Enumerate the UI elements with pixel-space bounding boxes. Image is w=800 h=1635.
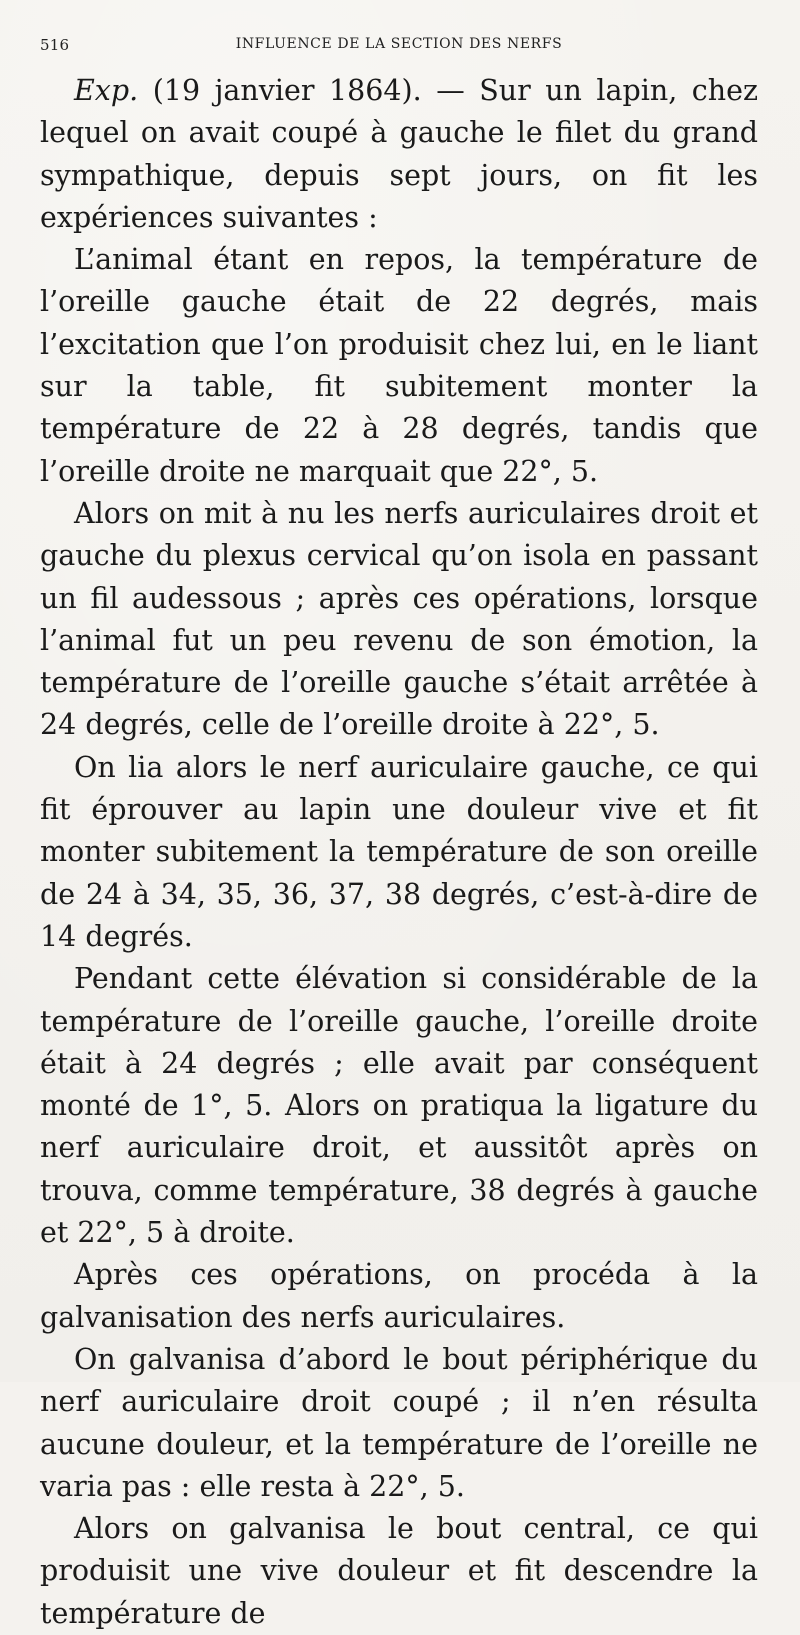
paragraph-4: On lia alors le nerf auriculaire gauche, ce qui fit éprouver au lapin une douleur vive et fit monter subitement la température de son oreille de 24 à 34, 35, 36, 37, 38 degrés, c’est-à-dire de 14 degrés.: [40, 750, 758, 953]
paragraph-7: On galvanisa d’abord le bout périphérique du nerf auriculaire droit coupé ; il n’en résulta aucune douleur, et la température de l’oreille ne varia pas : elle resta à 22°, 5.: [40, 1342, 758, 1503]
paragraph-2: L’animal étant en repos, la température de l’oreille gauche était de 22 degrés, mais l’excitation que l’on produisit chez lui, en le liant sur la table, fit subitement monter la température de 22 à 28 degrés, tandis que l’oreille droite ne marquait que 22°, 5.: [40, 243, 758, 488]
page-number: 516: [40, 36, 70, 54]
paragraph-5: Pendant cette élévation si considérable de la température de l’oreille gauche, l’oreille droite était à 24 degrés ; elle avait par conséquent monté de 1°, 5. Alors on pratiqua la ligature du nerf auriculaire droit, et aussitôt après on trouva, comme température, 38 degrés à gauche et 22°, 5 à droite.: [40, 962, 758, 1250]
paragraph-6: Après ces opérations, on procéda à la galvanisation des nerfs auriculaires.: [40, 1258, 758, 1334]
paragraph-8: Alors on galvanisa le bout central, ce qui produisit une vive douleur et fit descendre la température de: [40, 1512, 758, 1630]
body-text: [40, 70, 758, 1635]
exp-label: Exp.: [74, 74, 139, 107]
paragraph-1-text: (19 janvier 1864). — Sur un lapin, chez lequel on avait coupé à gauche le filet du grand sympathique, depuis sept jours, on fit les expériences suivantes :: [40, 74, 758, 234]
running-head: [40, 36, 758, 62]
running-title: INFLUENCE DE LA SECTION DES NERFS: [235, 36, 563, 52]
paragraph-3: Alors on mit à nu les nerfs auriculaires droit et gauche du plexus cervical qu’on isola en passant un fil audessous ; après ces opérations, lorsque l’animal fut un peu revenu de son émotion, la température de l’oreille gauche s’était arrêtée à 24 degrés, celle de l’oreille droite à 22°, 5.: [40, 496, 758, 742]
paragraph-1: [40, 70, 758, 239]
